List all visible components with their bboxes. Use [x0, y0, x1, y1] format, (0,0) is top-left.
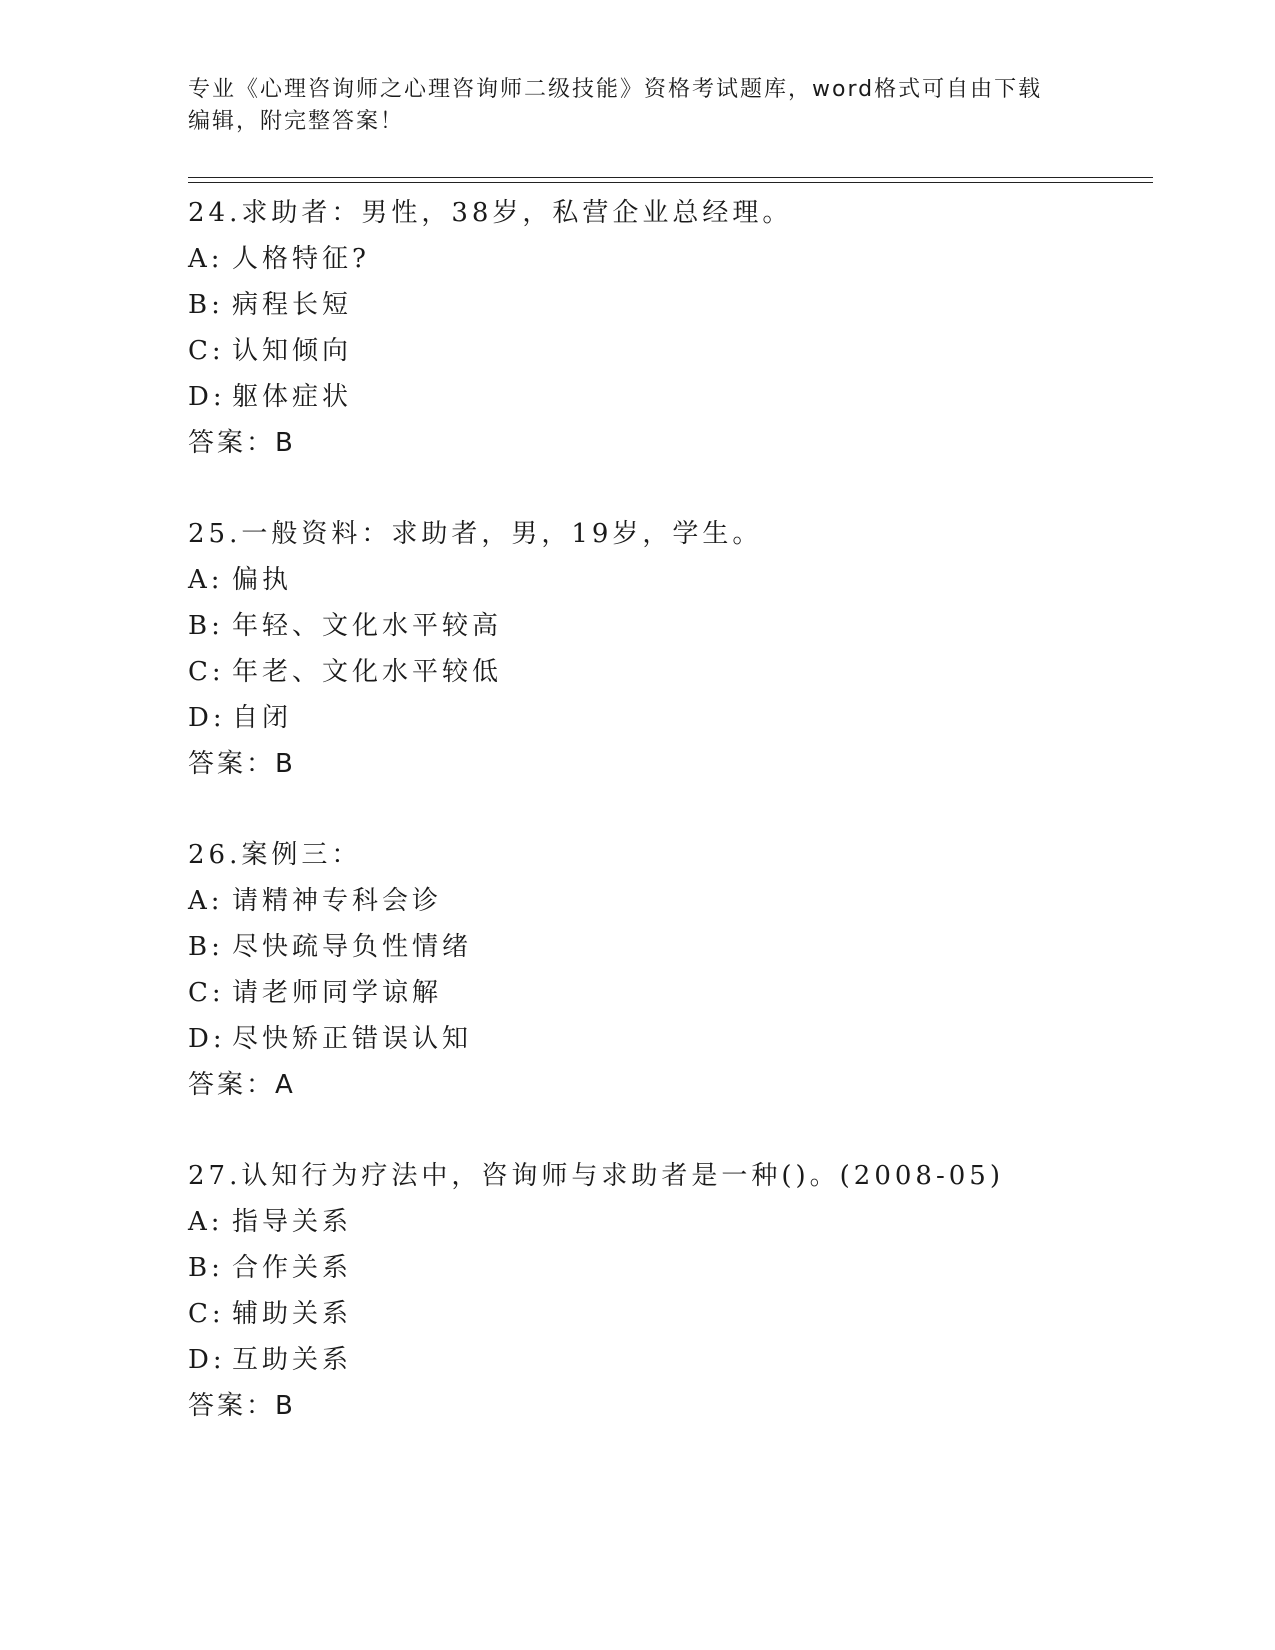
- option-a: [188, 1199, 1148, 1245]
- option-text: 年轻、文化水平较高: [232, 611, 503, 641]
- option-letter: B:: [188, 1253, 224, 1283]
- option-letter: B:: [188, 611, 224, 641]
- option-a: [188, 557, 1148, 603]
- question-item: [188, 1153, 1148, 1429]
- option-letter: B:: [188, 290, 224, 320]
- option-letter: C:: [188, 1299, 225, 1329]
- answer-line: 答案：B: [188, 749, 296, 779]
- option-text: 病程长短: [232, 290, 353, 320]
- option-letter: C:: [188, 336, 225, 366]
- answer-line: 答案：B: [188, 1391, 296, 1421]
- header-line-2: 编辑，附完整答案！: [188, 109, 405, 134]
- question-stem: 26.案例三：: [188, 840, 362, 870]
- option-a: [188, 878, 1148, 924]
- option-letter: A:: [188, 565, 224, 595]
- option-text: 年老、文化水平较低: [232, 657, 503, 687]
- option-letter: C:: [188, 978, 225, 1008]
- header-line-1: 专业《心理咨询师之心理咨询师二级技能》资格考试题库，word格式可自由下载: [188, 77, 1043, 102]
- option-c: [188, 970, 1148, 1016]
- option-d: [188, 695, 1148, 741]
- question-stem: 27.认知行为疗法中，咨询师与求助者是一种()。(2008-05): [188, 1161, 1004, 1191]
- option-text: 互助关系: [232, 1345, 353, 1375]
- option-letter: B:: [188, 932, 224, 962]
- option-letter: A:: [188, 886, 224, 916]
- option-letter: D:: [188, 703, 226, 733]
- option-text: 认知倾向: [232, 336, 353, 366]
- option-text: 人格特征?: [232, 244, 370, 274]
- option-d: [188, 374, 1148, 420]
- question-list: [188, 190, 1148, 1429]
- option-text: 请老师同学谅解: [232, 978, 443, 1008]
- question-stem: 25.一般资料：求助者，男，19岁，学生。: [188, 519, 763, 549]
- option-text: 躯体症状: [232, 382, 353, 412]
- option-text: 请精神专科会诊: [232, 886, 443, 916]
- header-divider-top: [188, 177, 1153, 178]
- option-text: 偏执: [232, 565, 293, 595]
- option-letter: D:: [188, 382, 226, 412]
- option-c: [188, 649, 1148, 695]
- question-item: [188, 190, 1148, 466]
- option-a: [188, 236, 1148, 282]
- option-d: [188, 1337, 1148, 1383]
- option-letter: A:: [188, 244, 224, 274]
- question-item: [188, 832, 1148, 1108]
- option-text: 自闭: [232, 703, 293, 733]
- option-letter: C:: [188, 657, 225, 687]
- question-stem: 24.求助者：男性，38岁，私营企业总经理。: [188, 198, 793, 228]
- option-letter: D:: [188, 1024, 226, 1054]
- option-text: 合作关系: [232, 1253, 353, 1283]
- option-text: 指导关系: [232, 1207, 353, 1237]
- document-header: [188, 74, 1088, 138]
- option-text: 尽快疏导负性情绪: [232, 932, 473, 962]
- option-c: [188, 1291, 1148, 1337]
- answer-line: 答案：A: [188, 1070, 296, 1100]
- option-text: 尽快矫正错误认知: [232, 1024, 473, 1054]
- option-d: [188, 1016, 1148, 1062]
- option-text: 辅助关系: [232, 1299, 353, 1329]
- option-b: [188, 282, 1148, 328]
- option-b: [188, 924, 1148, 970]
- question-item: [188, 511, 1148, 787]
- option-letter: D:: [188, 1345, 226, 1375]
- option-letter: A:: [188, 1207, 224, 1237]
- option-b: [188, 603, 1148, 649]
- option-c: [188, 328, 1148, 374]
- header-divider-bottom: [188, 182, 1153, 183]
- answer-line: 答案：B: [188, 428, 296, 458]
- option-b: [188, 1245, 1148, 1291]
